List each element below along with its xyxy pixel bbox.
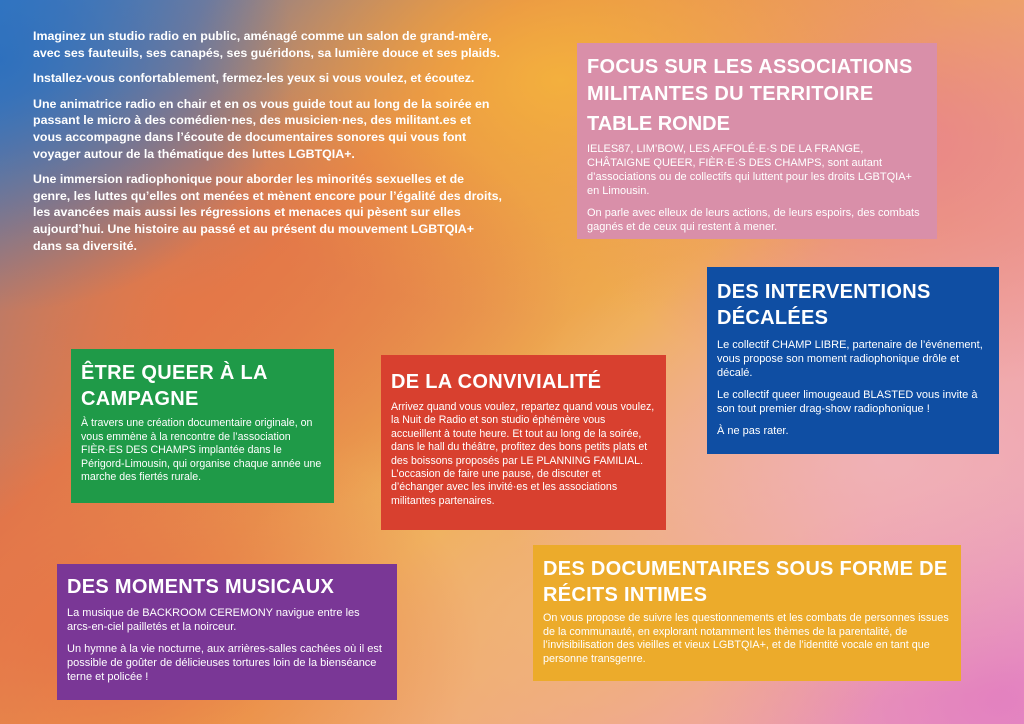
focus-paragraph: IELES87, LIM’BOW, LES AFFOLÉ·E·S DE LA FRANGE, CHÂTAIGNE QUEER, FIÈR·E·S DES CHAMPS, sont autant d’associations ou de collectifs qui luttent pour les droits LGBTQIA+ en Limousin. [587, 143, 912, 197]
interventions-paragraph: Le collectif queer limougeaud BLASTED vous invite à son tout premier drag-show radiophonique ! [717, 389, 978, 415]
documentaires-paragraph: On vous propose de suivre les questionnements et les combats de personnes issues de la communauté, en explorant notamment les thèmes de la parentalité, de l’invisibilisation des vieilles et vieux LGBTQIA+, et de l’identité vocale en tant que personne transgenre. [543, 612, 949, 665]
focus-title: FOCUS SUR LES ASSOCIATIONS MILITANTES DU TERRITOIRE [587, 56, 913, 105]
convivialite-title: DE LA CONVIVIALITÉ [391, 371, 602, 393]
focus-paragraph: On parle avec elleux de leurs actions, de leurs espoirs, des combats gagnés et de ceux qui restent à mener. [587, 207, 920, 233]
musicaux-paragraph: Un hymne à la vie nocturne, aux arrières-salles cachées où il est possible de goûter de délicieuses tortures loin de la bienséance terne et policée ! [67, 643, 382, 683]
documentaires-box [533, 545, 961, 681]
intro-text [33, 28, 503, 263]
musicaux-paragraph: La musique de BACKROOM CEREMONY navigue entre les arcs-en-ciel pailletés et la noirceur. [67, 607, 360, 633]
intro-paragraph: Une animatrice radio en chair et en os vous guide tout au long de la soirée en passant le micro à des comédien·nes, des musicien·nes, des militant.es et vous accompagne dans l’écoute de documentaires sonores qui vous font voyager autour de la thématique des luttes LGBTQIA+. [33, 96, 490, 161]
convivialite-box [381, 355, 666, 530]
documentaires-title: DES DOCUMENTAIRES SOUS FORME DE RÉCITS INTIMES [543, 558, 948, 606]
queer-campagne-box [71, 349, 334, 503]
focus-associations-box [577, 43, 937, 239]
convivialite-paragraph: Arrivez quand vous voulez, repartez quand vous voulez, la Nuit de Radio et son studio éphémère vous accueillent à toute heure. Et tout au long de la soirée, dans le hall du théâtre, profitez des bons petits plats et des boissons proposés par LE PLANNING FAMILIAL. L’occasion de faire une pause, de discuter et d’échanger avec les invité·es et les associations militantes partenaires. [391, 401, 655, 507]
intro-paragraph: Imaginez un studio radio en public, aménagé comme un salon de grand-mère, avec ses fauteuils, ses canapés, ses guéridons, sa lumière douce et ses plaids. [33, 29, 500, 60]
queer-title: ÊTRE QUEER À LA CAMPAGNE [81, 362, 267, 410]
musicaux-title: DES MOMENTS MUSICAUX [67, 576, 335, 598]
intro-paragraph: Installez-vous confortablement, fermez-les yeux si vous voulez, et écoutez. [33, 71, 475, 86]
interventions-title: DES INTERVENTIONS DÉCALÉES [717, 281, 931, 329]
focus-subtitle: TABLE RONDE [587, 113, 730, 135]
intro-paragraph: Une immersion radiophonique pour aborder les minorités sexuelles et de genre, les luttes qu’elles ont menées et mènent encore pour l’égalité des droits, les avancées mais aussi les régressions et menaces qui pèsent sur elles aujourd’hui. Une histoire au passé et au présent du mouvement LGBTQIA+ dans sa diversité. [33, 172, 502, 253]
interventions-paragraph: À ne pas rater. [717, 425, 789, 437]
moments-musicaux-box [57, 564, 397, 700]
interventions-paragraph: Le collectif CHAMP LIBRE, partenaire de l’événement, vous propose son moment radiophonique drôle et décalé. [717, 339, 983, 379]
interventions-box [707, 267, 999, 454]
queer-paragraph: À travers une création documentaire originale, on vous emmène à la rencontre de l’association FIÈR·ES DES CHAMPS implantée dans le Périgord-Limousin, qui organise chaque année une marche des fiertés rurale. [81, 417, 322, 484]
